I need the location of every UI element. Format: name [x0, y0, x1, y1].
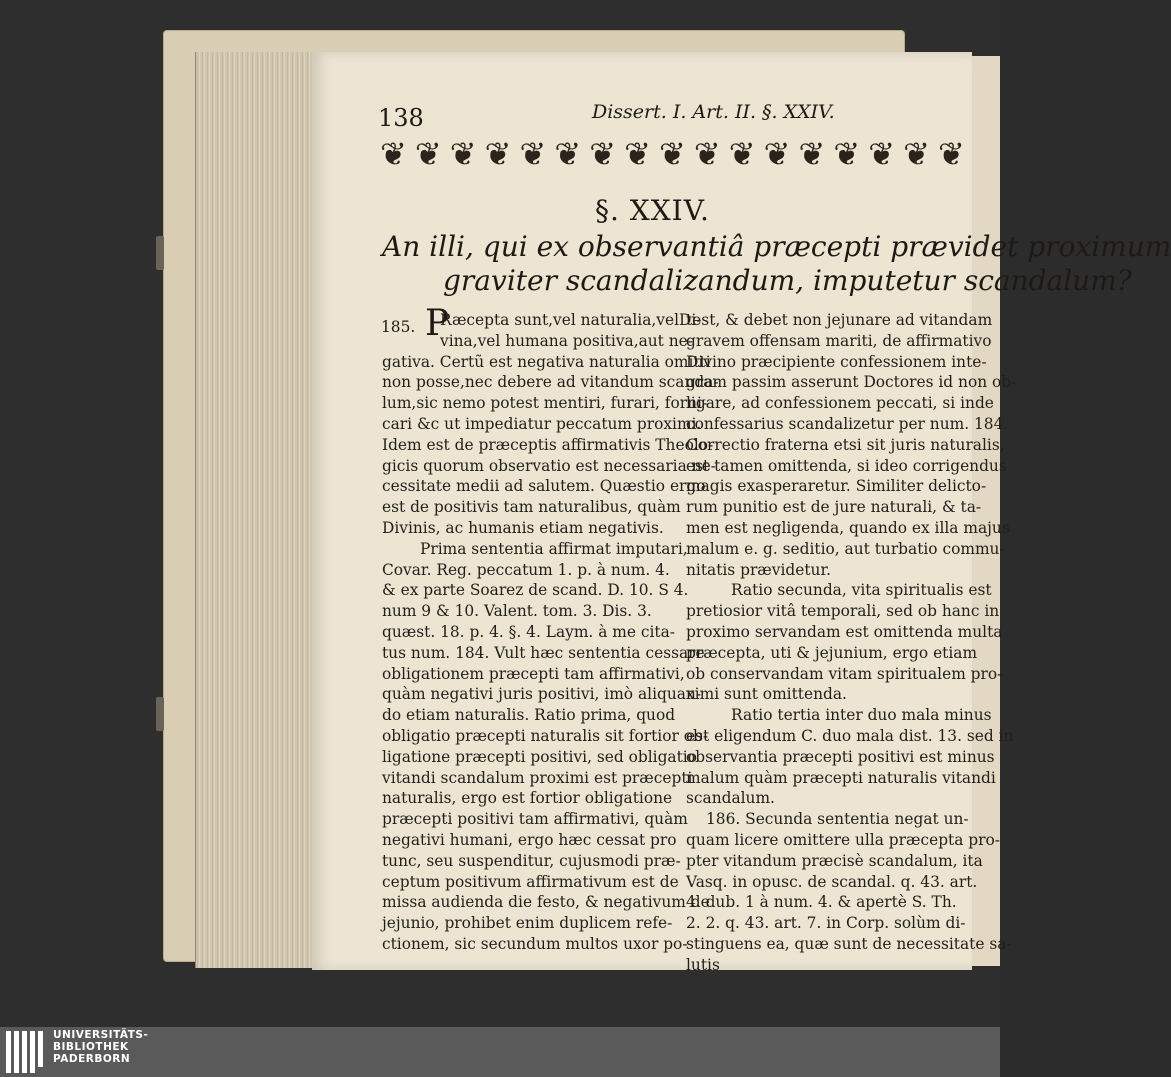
left-column [382, 310, 719, 955]
text-line: tunc, seu suspenditur, cujusmodi præ- [382, 851, 681, 870]
text-line: est eligendum C. duo mala dist. 13. sed in [686, 726, 1014, 745]
library-name-line-1: UNIVERSITÄTS- [53, 1029, 149, 1041]
text-line: num 9 & 10. Valent. tom. 3. Dis. 3. [382, 602, 652, 621]
title-line-2: graviter scandalizandum, imputetur scandalum? [443, 264, 1132, 297]
page-number: 138 [378, 104, 424, 132]
ornament-flower-icon: ❦ [449, 135, 477, 173]
text-line: 4. dub. 1 à num. 4. & apertè S. Th. [686, 893, 957, 912]
text-line: Vasq. in opusc. de scandal. q. 43. art. [686, 872, 978, 891]
text-line: pretiosior vitâ temporali, sed ob hanc in [686, 602, 1000, 621]
text-line: ligatione præcepti positivi, sed obligatio [382, 747, 697, 766]
clasp [156, 236, 164, 270]
text-line: rum punitio est de jure naturali, & ta- [686, 498, 982, 517]
right-column [686, 310, 1016, 976]
text-line: malum e. g. seditio, aut turbatio commu- [686, 539, 1005, 558]
text-line: vitandi scandalum proximi est præcepti [382, 768, 693, 787]
text-line: ximi sunt omittenda. [686, 685, 847, 704]
text-line: proximo servandam est omittenda multa [686, 622, 1003, 641]
text-line: cessitate medii ad salutem. Quæstio ergo [382, 477, 706, 496]
text-line: tus num. 184. Vult hæc sententia cessare [382, 643, 705, 662]
text-line: confessarius scandalizetur per num. 184. [686, 414, 1009, 433]
ornament-flower-icon: ❦ [484, 135, 512, 173]
title-line-1: An illi, qui ex observantiâ præcepti prævidet proximum [382, 230, 1171, 263]
text-line: ob conservandam vitam spiritualem pro- [686, 664, 1003, 683]
ornament-flower-icon: ❦ [763, 135, 791, 173]
ornament-flower-icon: ❦ [903, 135, 930, 173]
text-line: ceptum positivum affirmativum est de [382, 872, 679, 891]
library-banner [0, 1027, 1000, 1077]
text-line: missa audienda die festo, & negativum de [382, 893, 710, 912]
text-line: Ratio tertia inter duo mala minus [731, 706, 992, 725]
section-heading: §. XXIV. [595, 194, 710, 227]
running-head: Dissert. I. Art. II. §. XXIV. [592, 101, 835, 123]
text-line: 2. 2. q. 43. art. 7. in Corp. solùm di- [686, 914, 966, 933]
ornament-flower-icon: ❦ [798, 135, 826, 173]
text-line: do etiam naturalis. Ratio prima, quod [382, 706, 676, 725]
text-line: magis exasperaretur. Similiter delicto- [686, 477, 987, 496]
ornament-flower-icon: ❦ [380, 135, 407, 173]
text-line: Divino præcipiente confessionem inte- [686, 352, 987, 371]
ornament-flower-icon: ❦ [414, 135, 442, 173]
ornament-flower-icon: ❦ [554, 135, 582, 173]
text-line: Idem est de præceptis affirmativis Theolo- [382, 435, 714, 454]
text-line: obligationem præcepti tam affirmativi, [382, 664, 685, 683]
text-line: malum quàm præcepti naturalis vitandi [686, 768, 996, 787]
library-name-line-2: BIBLIOTHEK [53, 1041, 129, 1053]
text-line: obligatio præcepti naturalis sit fortior ob- [382, 726, 709, 745]
text-line: vina,vel humana positiva,aut ne- [440, 331, 693, 350]
text-line: gram passim asserunt Doctores id non ob- [686, 373, 1017, 392]
text-line: Covar. Reg. peccatum 1. p. à num. 4. [382, 560, 670, 579]
ornament-flower-icon: ❦ [624, 135, 651, 173]
library-logo-icon [6, 1031, 46, 1073]
text-line: Ratio secunda, vita spiritualis est [731, 581, 992, 600]
ornament-flower-icon: ❦ [868, 135, 896, 173]
text-line: gativa. Certũ est negativa naturalia omitti [382, 352, 711, 371]
text-line: Prima sententia affirmat imputari, [420, 539, 688, 558]
text-line: stinguens ea, quæ sunt de necessitate sa- [686, 934, 1012, 953]
ornament-flower-icon: ❦ [519, 135, 547, 173]
text-line: est tamen omittenda, si ideo corrigendus [686, 456, 1007, 475]
ornament-band [380, 130, 965, 178]
ornament-flower-icon: ❦ [659, 135, 686, 173]
ornament-flower-icon: ❦ [693, 135, 721, 173]
text-line: quæst. 18. p. 4. §. 4. Laym. à me cita- [382, 622, 675, 641]
text-line: Ræcepta sunt,vel naturalia,velDi- [440, 311, 702, 329]
page-edges [195, 52, 316, 968]
text-line: test, & debet non jejunare ad vitandam [686, 311, 993, 329]
text-line: jejunio, prohibet enim duplicem refe- [382, 914, 673, 933]
text-line: nitatis prævidetur. [686, 560, 832, 579]
clasp [156, 697, 164, 731]
library-name-line-3: PADERBORN [53, 1053, 131, 1065]
text-line: quam licere omittere ulla præcepta pro- [686, 830, 1000, 849]
initial-letter: P [425, 303, 450, 344]
text-line: naturalis, ergo est fortior obligatione [382, 789, 673, 808]
ornament-flower-icon: ❦ [833, 135, 861, 173]
text-line: præcepta, uti & jejunium, ergo etiam [686, 643, 978, 662]
text-line: ligare, ad confessionem peccati, si inde [686, 394, 994, 413]
text-line: gicis quorum observatio est necessaria ne- [382, 456, 716, 475]
ornament-flower-icon: ❦ [728, 135, 756, 173]
text-line: Divinis, ac humanis etiam negativis. [382, 518, 664, 537]
text-line: 186. Secunda sententia negat un- [706, 810, 969, 829]
paragraph-number: 185. [381, 318, 416, 336]
text-line: men est negligenda, quando ex illa majus [686, 518, 1010, 537]
text-line: cari &c ut impediatur peccatum proximi. [382, 414, 702, 433]
text-line: Correctio fraterna etsi sit juris naturalis, [686, 435, 1005, 454]
text-line: scandalum. [686, 789, 775, 808]
ornament-flower-icon: ❦ [589, 135, 617, 173]
text-line: lutis [686, 955, 720, 974]
text-line: præcepti positivi tam affirmativi, quàm [382, 810, 688, 829]
text-line: gravem offensam mariti, de affirmativo [686, 331, 992, 350]
text-line: non posse,nec debere ad vitandum scanda- [382, 373, 719, 392]
text-line: est de positivis tam naturalibus, quàm [382, 498, 681, 517]
ornament-flower-icon: ❦ [938, 135, 965, 173]
text-line: pter vitandum præcisè scandalum, ita [686, 851, 983, 870]
text-line: & ex parte Soarez de scand. D. 10. S 4. [382, 581, 689, 600]
text-line: negativi humani, ergo hæc cessat pro [382, 830, 677, 849]
text-line: quàm negativi juris positivi, imò aliquan- [382, 685, 702, 704]
text-line: lum,sic nemo potest mentiri, furari, forni- [382, 394, 708, 413]
text-line: observantia præcepti positivi est minus [686, 747, 995, 766]
text-line: ctionem, sic secundum multos uxor po- [382, 934, 688, 953]
